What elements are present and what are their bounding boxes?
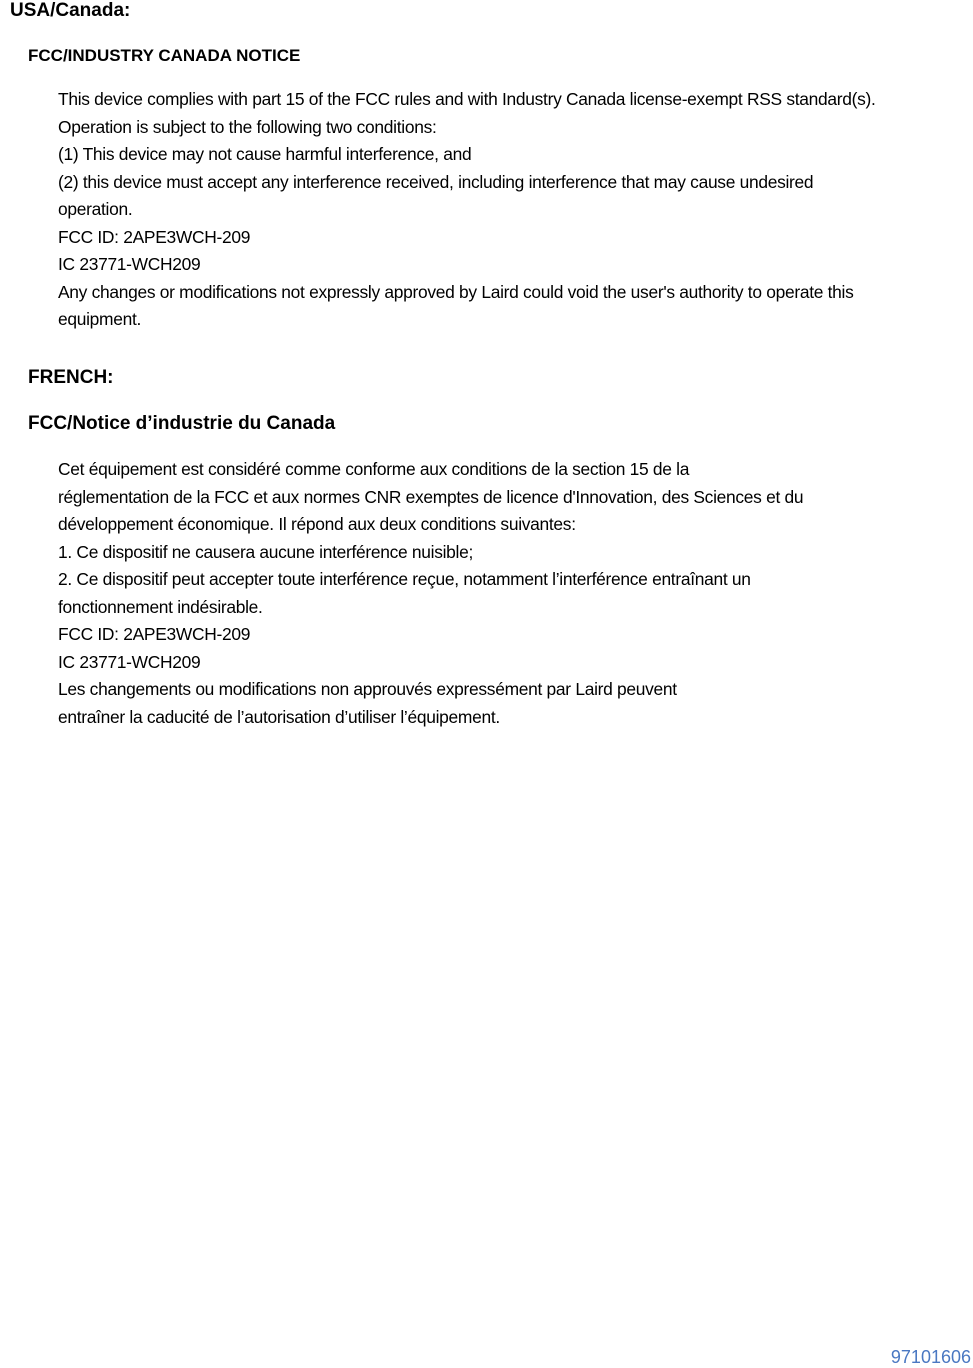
french-notice-title: FCC/Notice d’industrie du Canada: [28, 413, 336, 434]
french-notice-line: développement économique. Il répond aux deux conditions suivantes:: [58, 514, 576, 534]
french-notice-line: Les changements ou modifications non approuvés expressément par Laird peuvent: [58, 679, 677, 699]
french-fcc-id: FCC ID: 2APE3WCH-209: [58, 624, 251, 644]
usa-notice-line: Any changes or modifications not expressly approved by Laird could void the user's authority to operate this: [58, 281, 854, 302]
usa-notice-line: Operation is subject to the following two conditions:: [58, 116, 437, 137]
usa-fcc-id: FCC ID: 2APE3WCH-209: [58, 226, 251, 247]
french-notice-body: [58, 456, 970, 731]
french-notice-line: 1. Ce dispositif ne causera aucune interférence nuisible;: [58, 541, 474, 562]
fcc-industry-canada-notice-title: FCC/INDUSTRY CANADA NOTICE: [28, 46, 301, 65]
usa-notice-line: (1) This device may not cause harmful interference, and: [58, 144, 472, 164]
french-notice-line: fonctionnement indésirable.: [58, 596, 263, 617]
usa-notice-body: [58, 86, 970, 334]
usa-notice-line: equipment.: [58, 309, 142, 329]
usa-notice-line: operation.: [58, 199, 133, 219]
page-number: 97101606: [890, 1347, 971, 1367]
french-notice-line: entraîner la caducité de l’autorisation d’utiliser l’équipement.: [58, 706, 500, 727]
usa-canada-heading: USA/Canada:: [10, 0, 131, 21]
french-notice-line: Cet équipement est considéré comme conforme aux conditions de la section 15 de la: [58, 459, 690, 479]
french-heading: FRENCH:: [28, 367, 114, 388]
usa-notice-line: This device complies with part 15 of the FCC rules and with Industry Canada license-exempt RSS standard(s).: [58, 89, 876, 109]
usa-notice-line: (2) this device must accept any interference received, including interference that may cause undesired: [58, 171, 814, 192]
french-ic-number: IC 23771-WCH209: [58, 651, 201, 672]
french-notice-line: réglementation de la FCC et aux normes CNR exemptes de licence d'Innovation, des Sciences et du: [58, 486, 804, 507]
french-notice-line: 2. Ce dispositif peut accepter toute interférence reçue, notamment l’interférence entraînant un: [58, 569, 751, 589]
usa-ic-number: IC 23771-WCH209: [58, 254, 201, 274]
